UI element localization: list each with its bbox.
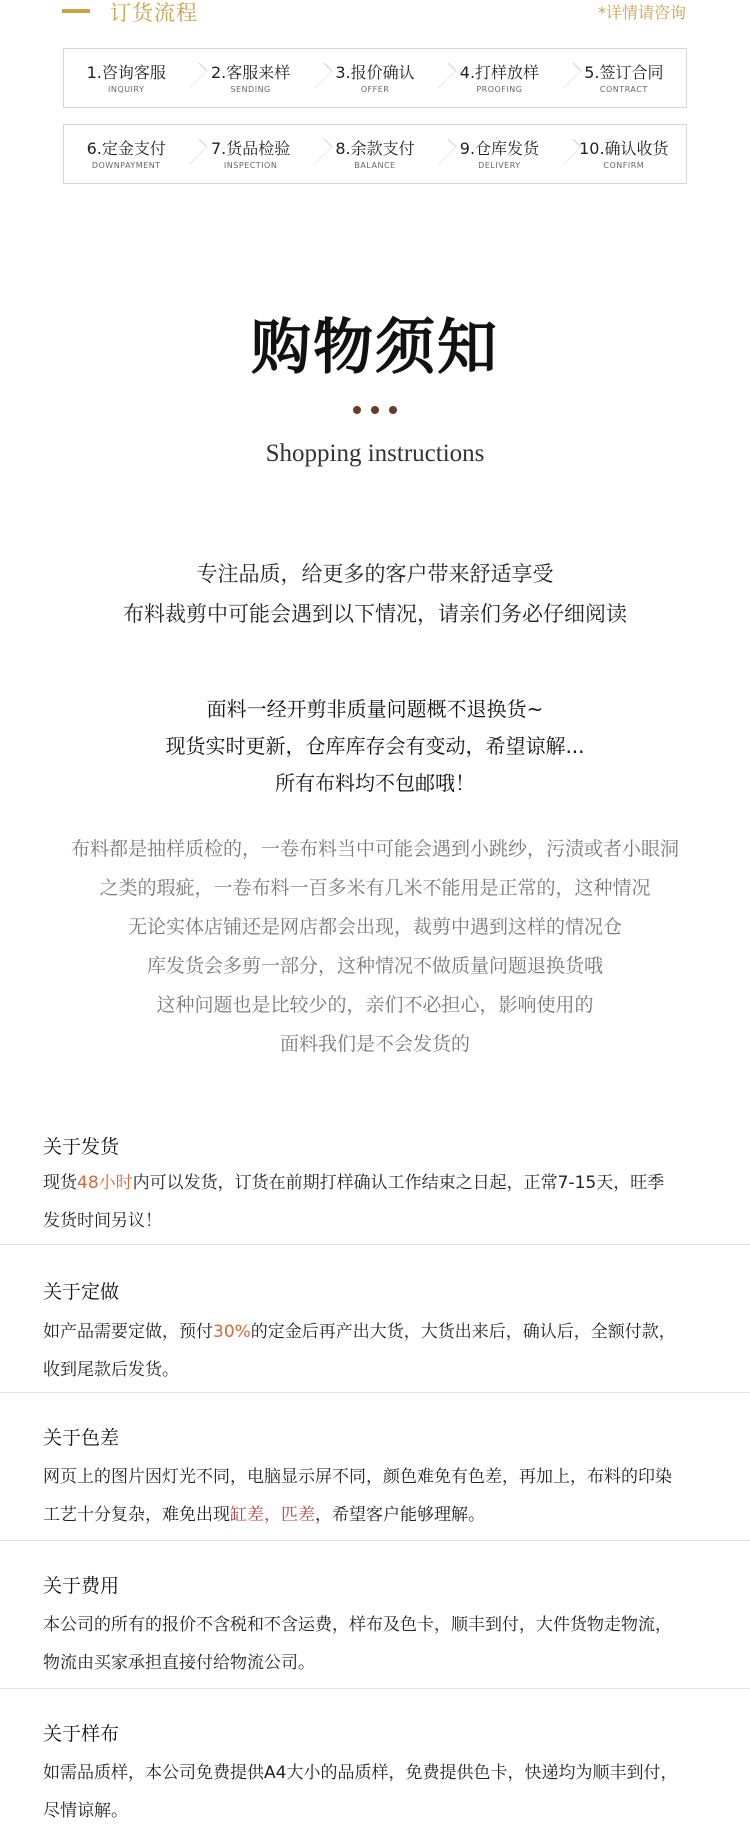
dot-icon [371,406,379,414]
process-step [313,49,437,107]
section-shipping [0,1120,750,1244]
section-line: 收到尾款后发货。 [43,1360,179,1380]
section-line [43,1313,733,1351]
detail-line: 无论实体店铺还是网店都会出现，裁剪中遇到这样的情况仓 [127,916,622,938]
process-steps-row-1 [63,48,687,108]
section-body [43,1313,733,1389]
text-run: 内可以发货，订货在前期打样确认工作结束之日起，正常7-15天，旺季 [132,1173,665,1193]
step-label: 1.咨询客服 [86,62,166,82]
section-title: 关于色差 [43,1427,120,1449]
text-run: 的定金后再产出大货，大货出来后，确认后，全额付款， [250,1322,676,1342]
step-label: 10.确认收货 [579,138,669,158]
order-process-header [0,0,750,30]
detail-text [0,830,750,1064]
step-label-en: DOWNPAYMENT [91,160,161,170]
process-step [188,49,312,107]
text-run: 如产品需要定做，预付 [43,1322,213,1342]
text-run: ，希望客户能够理解。 [315,1505,485,1525]
section-fees [0,1540,750,1689]
section-title: 关于定做 [43,1281,120,1303]
step-label: 8.余款支付 [335,138,415,158]
page-title: 购物须知 [251,313,499,383]
detail-line: 这种问题也是比较少的，亲们不必担心，影响使用的 [156,994,594,1016]
section-title: 关于样布 [43,1723,120,1745]
notice-line: 面料一经开剪非质量问题概不退换货~ [206,697,544,721]
step-label-en: BALANCE [354,160,396,170]
intro-line: 布料裁剪中可能会遇到以下情况，请亲们务必仔细阅读 [123,602,627,626]
step-label-en: SENDING [230,84,271,94]
order-process-title: 订货流程 [110,1,198,25]
process-step [64,49,188,107]
intro-text [0,554,750,634]
section-line [43,1164,733,1202]
section-custom [0,1244,750,1393]
decorative-dots [0,406,750,414]
section-body [43,1458,733,1534]
section-title: 关于费用 [43,1575,120,1597]
notice-line: 现货实时更新，仓库库存会有变动，希望谅解... [165,734,585,758]
section-body [43,1606,733,1682]
step-label: 6.定金支付 [86,138,166,158]
section-title: 关于发货 [43,1136,120,1158]
text-run: 现货 [43,1173,77,1193]
highlight-text: 48小时 [77,1173,133,1193]
step-label-en: CONTRACT [599,84,648,94]
step-label-en: INQUIRY [108,84,145,94]
section-line [43,1496,733,1534]
notice-line: 所有布料均不包邮哦！ [275,771,475,795]
process-step [437,49,561,107]
step-label-en: OFFER [360,84,390,94]
section-line: 物流由买家承担直接付给物流公司。 [43,1653,315,1673]
section-line: 尽情谅解。 [43,1801,128,1821]
intro-line: 专注品质，给更多的客户带来舒适享受 [196,562,554,586]
highlight-text: 30% [213,1322,251,1342]
step-label: 7.货品检验 [210,138,291,158]
process-step [64,125,188,183]
process-steps-row-2 [63,124,687,184]
step-label: 5.签订合同 [584,62,664,82]
text-run: 工艺十分复杂，难免出现 [43,1505,230,1525]
page-subtitle: Shopping instructions [265,440,485,467]
notice-text [0,691,750,802]
section-color [0,1392,750,1541]
step-label: 9.仓库发货 [459,138,540,158]
section-line: 本公司的所有的报价不含税和不含运费，样布及色卡，顺丰到付，大件货物走物流， [43,1615,672,1635]
step-label-en: PROOFING [476,84,523,94]
step-label-en: CONFIRM [603,160,645,170]
detail-line: 之类的瑕疵，一卷布料一百多米有几米不能用是正常的，这种情况 [99,877,651,899]
section-line: 如需品质样，本公司免费提供A4大小的品质样，免费提供色卡，快递均为顺丰到付， [43,1763,678,1783]
step-label-en: INSPECTION [223,160,278,170]
step-label: 2.客服来样 [210,62,291,82]
process-step [188,125,312,183]
step-label: 4.打样放样 [459,62,540,82]
section-line: 发货时间另议！ [43,1211,162,1231]
step-label: 3.报价确认 [335,62,415,82]
section-line: 网页上的图片因灯光不同，电脑显示屏不同，颜色难免有色差，再加上，布料的印染 [43,1467,672,1487]
process-step [562,125,686,183]
detail-line: 布料都是抽样质检的，一卷布料当中可能会遇到小跳纱，污渍或者小眼洞 [70,838,679,860]
section-body [43,1754,733,1830]
step-label-en: DELIVERY [478,160,521,170]
section-body [43,1164,733,1240]
process-step [313,125,437,183]
section-samples [0,1688,750,1841]
detail-line: 面料我们是不会发货的 [279,1033,470,1055]
detail-line: 库发货会多剪一部分，这种情况不做质量问题退换货哦 [146,955,603,977]
title-accent-bar [62,9,90,13]
process-step [562,49,686,107]
consult-link[interactable]: *详情请咨询 [597,3,686,22]
dot-icon [353,406,361,414]
dot-icon [389,406,397,414]
highlight-text: 缸差，匹差 [230,1505,315,1525]
process-step [437,125,561,183]
